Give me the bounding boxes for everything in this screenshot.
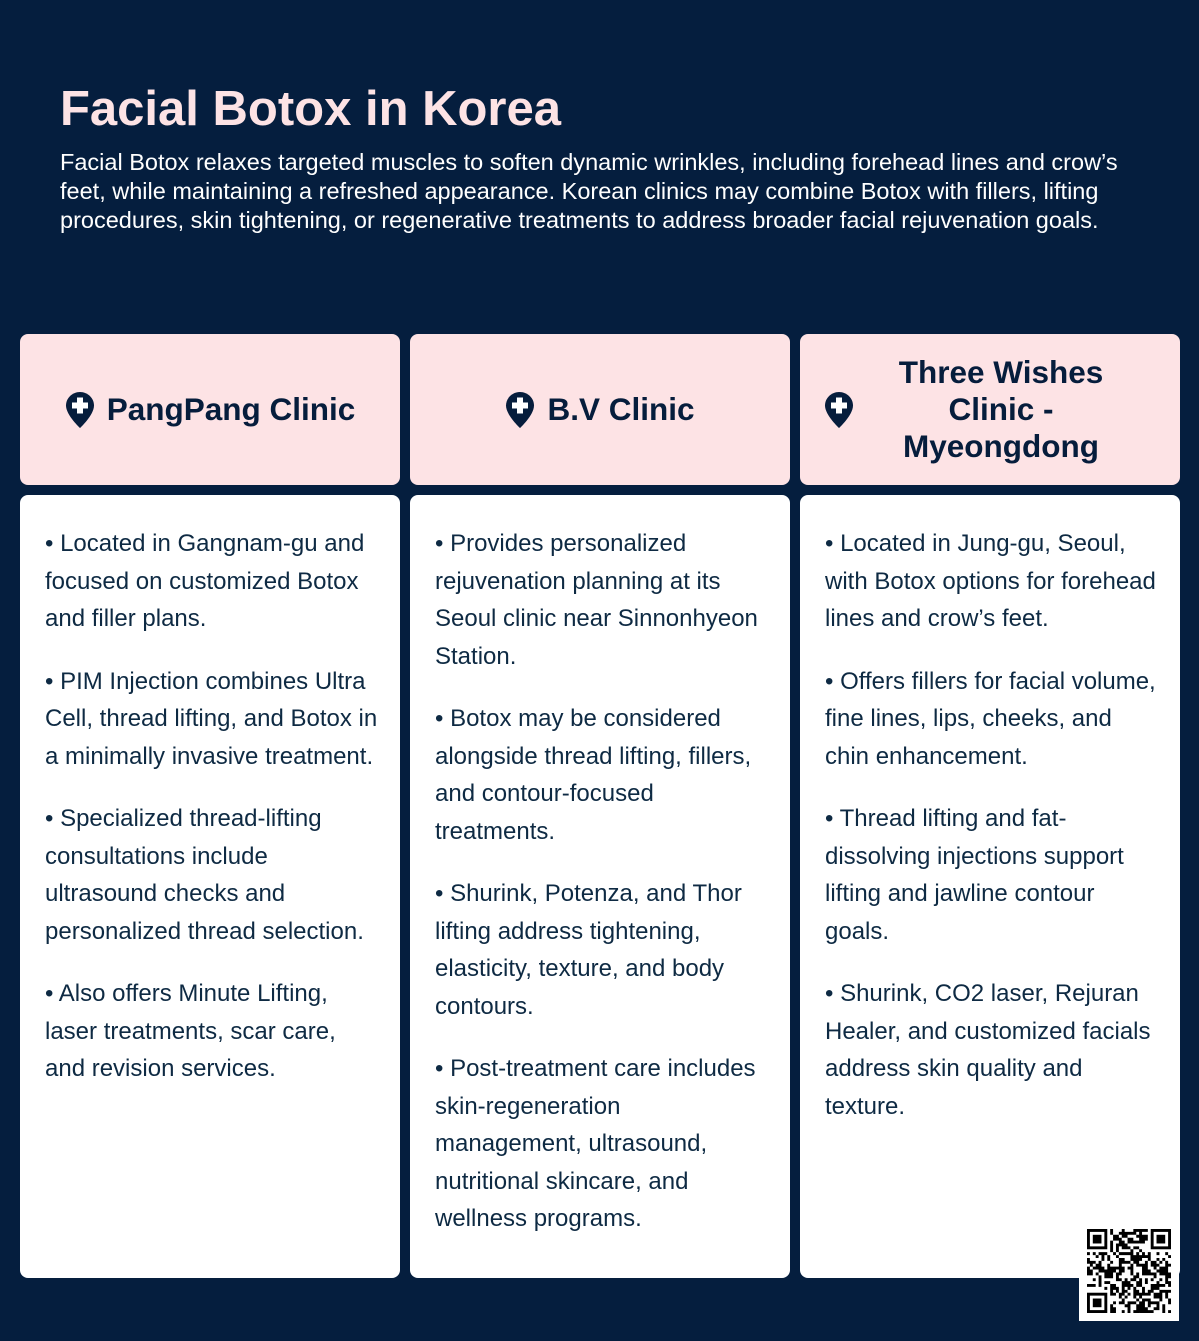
page-description: Facial Botox relaxes targeted muscles to soften dynamic wrinkles, including forehead lines and crow’s feet, while maintaining a refreshed appearance. Korean clinics may combine Botox with fillers, lifting procedures, skin tightening, or regenerative treatments to address broader facial rejuvenation goals. [60, 149, 1118, 233]
list-item: • Provides personalized rejuvenation planning at its Seoul clinic near Sinnonhyeon Station. [435, 530, 758, 670]
list-item: • Post-treatment care includes skin-regeneration management, ultrasound, nutritional skincare, and wellness programs. [435, 1055, 756, 1232]
page-header [60, 78, 1140, 235]
clinic-card-three-wishes [800, 334, 1180, 1278]
medical-pin-icon [505, 391, 535, 429]
clinic-name: B.V Clinic [547, 391, 695, 427]
qr-code-icon[interactable] [1079, 1221, 1179, 1321]
list-item: • Botox may be considered alongside thread lifting, fillers, and contour-focused treatments. [435, 705, 752, 845]
medical-pin-icon [824, 391, 854, 429]
list-item: • Shurink, CO2 laser, Rejuran Healer, and customized facials address skin quality and texture. [825, 980, 1151, 1120]
list-item: • Specialized thread-lifting consultations include ultrasound checks and personalized thread selection. [45, 805, 364, 945]
clinic-card-bv [410, 334, 790, 1278]
clinic-name: PangPang Clinic [106, 391, 356, 427]
clinic-card-body [800, 495, 1180, 1278]
clinic-card-body [20, 495, 400, 1278]
list-item: • Located in Jung-gu, Seoul, with Botox options for forehead lines and crow’s feet. [825, 530, 1156, 632]
clinic-card-header [800, 334, 1180, 485]
list-item: • Located in Gangnam-gu and focused on customized Botox and filler plans. [45, 530, 365, 632]
list-item: • Thread lifting and fat-dissolving injections support lifting and jawline contour goals. [825, 805, 1124, 945]
clinic-card-header [410, 334, 790, 485]
clinic-name: Three Wishes Clinic - Myeongdong [898, 354, 1104, 464]
list-item: • Also offers Minute Lifting, laser treatments, scar care, and revision services. [45, 980, 336, 1082]
clinic-card-header [20, 334, 400, 485]
clinic-card-body [410, 495, 790, 1278]
list-item: • Offers fillers for facial volume, fine lines, lips, cheeks, and chin enhancement. [825, 667, 1156, 770]
list-item: • Shurink, Potenza, and Thor lifting address tightening, elasticity, texture, and body contours. [435, 880, 742, 1020]
clinic-card-pangpang [20, 334, 400, 1278]
page-title: Facial Botox in Korea [60, 82, 562, 136]
medical-pin-icon [65, 391, 95, 429]
list-item: • PIM Injection combines Ultra Cell, thread lifting, and Botox in a minimally invasive treatment. [45, 667, 378, 770]
